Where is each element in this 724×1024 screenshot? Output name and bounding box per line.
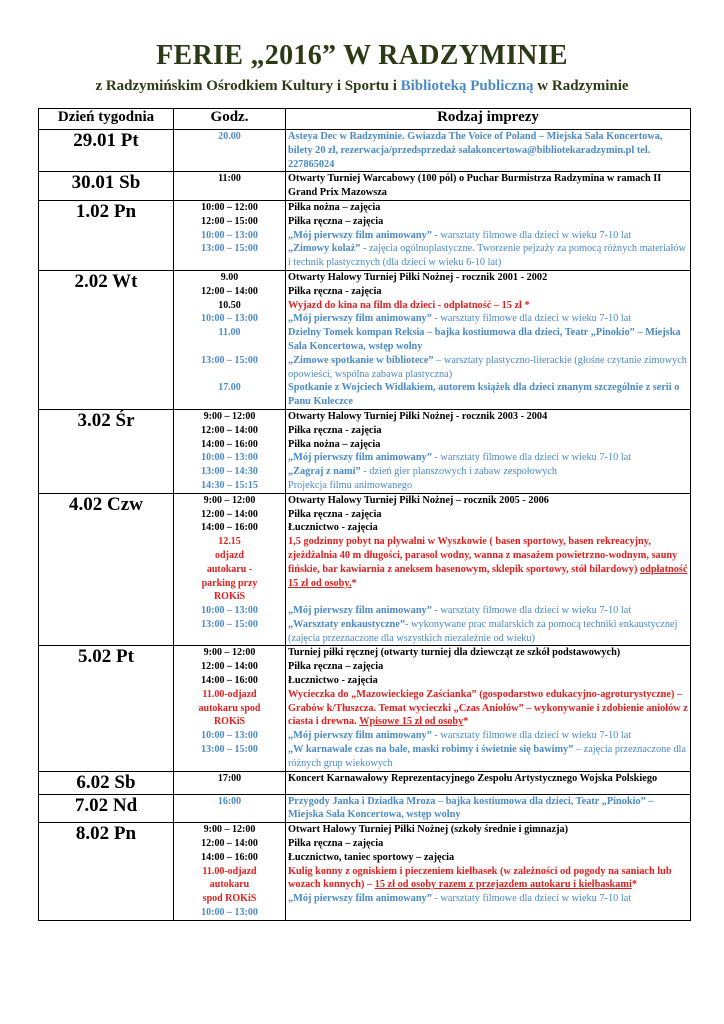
event-cell <box>286 130 691 172</box>
day-cell: 8.02 Pn <box>39 823 174 921</box>
event-item <box>288 381 688 409</box>
event-item <box>288 795 688 823</box>
event-item <box>288 590 688 604</box>
event-text: Otwart Halowy Turniej Piłki Nożnej (szkoły średnie i gimnazja) <box>288 824 569 836</box>
time-entry: 9:00 – 12:00 <box>203 824 256 836</box>
event-cell <box>286 646 691 771</box>
day-cell: 30.01 Sb <box>39 172 174 201</box>
event-text: Piłka nożna – zajęcia <box>288 201 381 213</box>
event-item <box>288 660 688 674</box>
event-item <box>288 271 688 285</box>
time-entry: 11.00-odjazd <box>202 865 257 877</box>
event-cell <box>286 493 691 646</box>
event-text: Projekcja filmu animowanego <box>288 479 413 491</box>
event-text: „Mój pierwszy film animowany” <box>288 229 432 241</box>
event-text: odpłatność 15 zł od osoby. <box>288 563 688 589</box>
event-text: Otwarty Halowy Turniej Piłki Nożnej - rocznik 2001 - 2002 <box>288 271 548 283</box>
event-item <box>288 410 688 424</box>
time-entry: 17.00 <box>218 382 241 394</box>
event-item <box>288 285 688 299</box>
event-text: Piłka ręczna – zajęcia <box>288 838 384 850</box>
event-text: Asteya Dec w Radzyminie. Gwiazda The Voice of Poland – Miejska Sala Koncertowa, bilety 20 zł, rezerwacja/przedsprzedaż salakoncertowa@bibliotekaradzymin.pl tel. 227865024 <box>288 131 663 170</box>
time-entry: 13:00 – 15:00 <box>201 243 258 255</box>
event-text: 15 zł od osoby razem z przejazdem autokaru i kiełbaskami <box>374 879 632 891</box>
time-cell <box>174 794 286 823</box>
day-cell: 3.02 Śr <box>39 409 174 493</box>
subtitle-start: z Radzymińskim Ośrodkiem Kultury i Sportu i <box>95 78 401 94</box>
event-text: Koncert Karnawałowy Reprezentacyjnego Zespołu Artystycznego Wojska Polskiego <box>288 772 658 784</box>
event-item <box>288 674 688 688</box>
event-item <box>288 130 688 171</box>
time-entry: 12.15 <box>218 536 241 548</box>
time-entry: ROKiS <box>213 591 246 603</box>
event-text: „Mój pierwszy film animowany” <box>288 452 432 464</box>
schedule-body <box>39 130 691 921</box>
time-entry: 13:00 – 15:00 <box>201 744 258 756</box>
time-entry: 14:00 – 16:00 <box>201 522 258 534</box>
time-cell <box>174 172 286 201</box>
event-text: - warsztaty filmowe dla dzieci w wieku 7-10 lat <box>431 893 632 905</box>
event-item <box>288 729 688 743</box>
event-text: Przygody Janka i Dziadka Mroza – bajka kostiumowa dla dzieci, Teatr „Pinokio” – Miejska Sala Koncertowa, wstęp wolny <box>288 795 654 821</box>
event-text: „Zagraj z nami” <box>288 466 361 478</box>
event-item <box>288 424 688 438</box>
event-cell <box>286 409 691 493</box>
event-item <box>288 618 688 646</box>
event-text: „Zimowe spotkanie w bibliotece” <box>288 354 434 366</box>
event-cell <box>286 200 691 270</box>
day-cell: 5.02 Pt <box>39 646 174 771</box>
schedule-row <box>39 172 691 201</box>
event-text: - zajęcia ogólnoplastyczne. Tworzenie pejzaży za pomocą różnych materiałów i technik plastycznych (dla dzieci w wieku 6-10 lat) <box>288 243 686 269</box>
time-entry: autokaru <box>209 879 250 891</box>
event-cell <box>286 794 691 823</box>
schedule-row <box>39 493 691 646</box>
event-text: Piłka ręczna – zajęcia <box>288 215 384 227</box>
event-text: Otwarty Halowy Turniej Piłki Nożnej – rocznik 2005 - 2006 <box>288 494 549 506</box>
time-entry: spod ROKiS <box>202 893 257 905</box>
event-text: Turniej piłki ręcznej (otwarty turniej dla dziewcząt ze szkół podstawowych) <box>288 647 621 659</box>
library-name: Biblioteką Publiczną <box>400 78 534 94</box>
event-item <box>288 823 688 837</box>
page-subtitle <box>0 78 724 95</box>
time-entry: 9.00 <box>220 271 239 283</box>
time-entry: 13:00 – 14:30 <box>201 466 258 478</box>
time-entry: 9:00 – 12:00 <box>203 494 256 506</box>
time-entry: autokaru spod <box>198 702 261 714</box>
day-cell: 7.02 Nd <box>39 794 174 823</box>
day-cell: 4.02 Czw <box>39 493 174 646</box>
event-item <box>288 535 688 590</box>
time-entry: parking przy <box>201 577 258 589</box>
time-entry: 10:00 – 12:00 <box>201 201 258 213</box>
event-item <box>288 326 688 354</box>
time-entry: 10:00 – 13:00 <box>201 907 258 919</box>
event-item <box>288 494 688 508</box>
event-item <box>288 242 688 270</box>
time-entry <box>176 340 283 354</box>
event-text: - wykonywane prac malarskich za pomocą techniki enkaustycznej (zajęcia przeznaczone dla wszystkich niezależnie od wieku) <box>288 618 678 644</box>
event-item <box>288 479 688 493</box>
time-cell <box>174 200 286 270</box>
event-cell <box>286 771 691 794</box>
event-text: „Mój pierwszy film animowany” <box>288 730 432 742</box>
event-text: Łucznictwo, taniec sportowy – zajęcia <box>288 851 455 863</box>
event-text: Wpisowe 15 zł od osoby <box>359 716 464 728</box>
event-text: - warsztaty filmowe dla dzieci w wieku 7-10 lat <box>431 229 632 241</box>
time-entry: 11.00-odjazd <box>202 688 257 700</box>
time-entry: 12:00 – 14:00 <box>201 838 258 850</box>
schedule-table <box>38 108 691 921</box>
event-text: Piłka ręczna - zajęcia <box>288 424 382 436</box>
time-entry: 12:00 – 15:00 <box>201 215 258 227</box>
time-entry: 10:00 – 13:00 <box>201 313 258 325</box>
schedule-row <box>39 646 691 771</box>
schedule-row <box>39 409 691 493</box>
time-entry: 12:00 – 14:00 <box>201 661 258 673</box>
event-item <box>288 646 688 660</box>
event-text: Piłka ręczna – zajęcia <box>288 661 384 673</box>
event-text: * <box>463 716 469 728</box>
time-cell <box>174 409 286 493</box>
event-text: Otwarty Halowy Turniej Piłki Nożnej - rocznik 2003 - 2004 <box>288 410 548 422</box>
schedule-row <box>39 823 691 921</box>
time-cell <box>174 130 286 172</box>
page-title: FERIE „2016” W RADZYMINIE <box>156 40 568 71</box>
schedule-row <box>39 130 691 172</box>
event-item <box>288 465 688 479</box>
schedule-row <box>39 200 691 270</box>
event-item <box>288 865 688 893</box>
time-cell <box>174 823 286 921</box>
event-item <box>288 451 688 465</box>
event-cell <box>286 172 691 201</box>
event-text: „W karnawale czas na bale, maski robimy i świetnie się bawimy” <box>288 744 574 756</box>
time-entry: 10:00 – 13:00 <box>201 229 258 241</box>
schedule-row <box>39 771 691 794</box>
event-item <box>288 604 688 618</box>
event-item <box>288 172 688 200</box>
event-item <box>288 299 688 313</box>
time-entry: ROKiS <box>213 716 246 728</box>
event-item <box>288 215 688 229</box>
day-cell: 1.02 Pn <box>39 200 174 270</box>
time-entry: 14:00 – 16:00 <box>201 851 258 863</box>
event-item <box>288 229 688 243</box>
event-item <box>288 438 688 452</box>
header-time: Godz. <box>174 109 286 130</box>
event-text: „Mój pierwszy film animowany” <box>288 605 432 617</box>
event-text: – warsztaty plastyczno-literackie (głośne czytanie zimowych opowieści, wspólna zabawa plastyczna) <box>288 354 687 380</box>
event-item <box>288 688 688 729</box>
schedule-row <box>39 794 691 823</box>
subtitle-end: w Radzyminie <box>533 78 629 94</box>
event-text: „Mój pierwszy film animowany” <box>288 313 432 325</box>
event-text: Łucznictwo - zajęcia <box>288 675 378 687</box>
table-header-row <box>39 109 691 130</box>
event-text: – zajęcia przeznaczone dla różnych grup wiekowych <box>288 744 686 769</box>
time-entry: 10:00 – 13:00 <box>201 730 258 742</box>
event-text: „Warsztaty enkaustyczne” <box>288 618 405 630</box>
event-item <box>288 312 688 326</box>
event-text: * <box>631 879 637 891</box>
event-text: „Mój pierwszy film animowany” <box>288 893 432 905</box>
event-cell <box>286 270 691 409</box>
event-item <box>288 837 688 851</box>
time-entry: 14:30 – 15:15 <box>201 479 258 491</box>
time-entry: 14:00 – 16:00 <box>201 438 258 450</box>
time-entry: 20.00 <box>218 131 241 142</box>
event-item <box>288 201 688 215</box>
time-entry: 10:00 – 13:00 <box>201 605 258 617</box>
event-text: Spotkanie z Wojciech Widłakiem, autorem książek dla dzieci znanym szczególnie z serii o Panu Kuleczce <box>288 382 680 408</box>
time-entry: 14:00 – 16:00 <box>201 675 258 687</box>
event-item <box>288 892 688 906</box>
event-item <box>288 354 688 382</box>
time-entry: 12:00 – 14:00 <box>201 508 258 520</box>
time-entry: 13:00 – 15:00 <box>201 354 258 366</box>
event-item <box>288 508 688 522</box>
header-day: Dzień tygodnia <box>39 109 174 130</box>
event-text: - dzień gier planszowych i zabaw zespołowych <box>360 466 558 478</box>
time-entry: 10.50 <box>218 299 241 311</box>
event-item <box>288 772 688 786</box>
event-text: - warsztaty filmowe dla dzieci w wieku 7-10 lat <box>431 452 632 464</box>
header-event: Rodzaj imprezy <box>286 109 691 130</box>
event-item <box>288 521 688 535</box>
event-text: Łucznictwo - zajęcia <box>288 522 378 534</box>
event-text: - warsztaty filmowe dla dzieci w wieku 7-10 lat <box>431 605 632 617</box>
time-entry: odjazd <box>215 549 244 561</box>
event-text: - warsztaty filmowe dla dzieci w wieku 7-10 lat <box>431 313 632 325</box>
event-text: Wyjazd do kina na film dla dzieci - odpłatność – 15 zł * <box>288 299 530 311</box>
event-text: Piłka ręczna - zajęcia <box>288 285 382 297</box>
time-entry: 11:00 <box>218 173 241 185</box>
schedule-row <box>39 270 691 409</box>
event-item <box>288 851 688 865</box>
event-text: „Zimowy kolaż” <box>288 243 361 255</box>
time-entry <box>176 368 283 382</box>
event-text: Dzielny Tomek kompan Reksia – bajka kostiumowa dla dzieci, Teatr „Pinokio” – Miejska Sala Koncertowa, wstęp wolny <box>288 327 681 352</box>
event-text: Wycieczka do „Mazowieckiego Zaścianka” (gospodarstwo edukacyjno-agroturystyczne) – Grabów k/Tłuszcza. Temat wycieczki „Czas Aniołów” – wykonywanie i zdobienie aniołów z ciasta i drewna. <box>288 688 688 728</box>
event-text: 1,5 godzinny pobyt na pływalni w Wyszkowie ( basen sportowy, basen rekreacyjny, zjeżdżalnia 40 m długości, parasol wodny, wanna z masażem powietrzno-wodnym, sauny fińskie, bar kawiarnia z aneksem basenowym, sklepik sportowy, stół bilardowy) <box>288 536 678 575</box>
time-cell <box>174 646 286 771</box>
event-text: Otwarty Turniej Warcabowy (100 pól) o Puchar Burmistrza Radzymina w ramach II Grand Prix Mazowsza <box>288 173 662 199</box>
event-item <box>288 743 688 771</box>
event-text: Piłka nożna – zajęcia <box>288 438 381 450</box>
time-cell <box>174 771 286 794</box>
day-cell: 2.02 Wt <box>39 270 174 409</box>
day-cell: 6.02 Sb <box>39 771 174 794</box>
time-cell <box>174 270 286 409</box>
time-entry: 12:00 – 14:00 <box>201 285 258 297</box>
time-entry: autokaru - <box>206 563 253 575</box>
event-text: - warsztaty filmowe dla dzieci w wieku 7-10 lat <box>431 730 632 742</box>
event-text: Piłka ręczna - zajęcia <box>288 508 382 520</box>
time-entry: 11.00 <box>218 327 241 339</box>
time-entry: 9:00 – 12:00 <box>203 410 256 422</box>
event-text: * <box>351 577 357 589</box>
event-cell <box>286 823 691 921</box>
time-cell <box>174 493 286 646</box>
event-text: Kulig konny z ogniskiem i pieczeniem kiełbasek (w zależności od pogody na saniach lub wozach konnych) – <box>288 865 672 891</box>
time-entry: 13:00 – 15:00 <box>201 618 258 630</box>
time-entry: 17:00 <box>217 772 242 784</box>
day-cell: 29.01 Pt <box>39 130 174 172</box>
time-entry: 12:00 – 14:00 <box>201 424 258 436</box>
time-entry: 10:00 – 13:00 <box>201 452 258 464</box>
time-entry: 9:00 – 12:00 <box>203 647 256 659</box>
time-entry: 16:00 <box>217 795 242 807</box>
